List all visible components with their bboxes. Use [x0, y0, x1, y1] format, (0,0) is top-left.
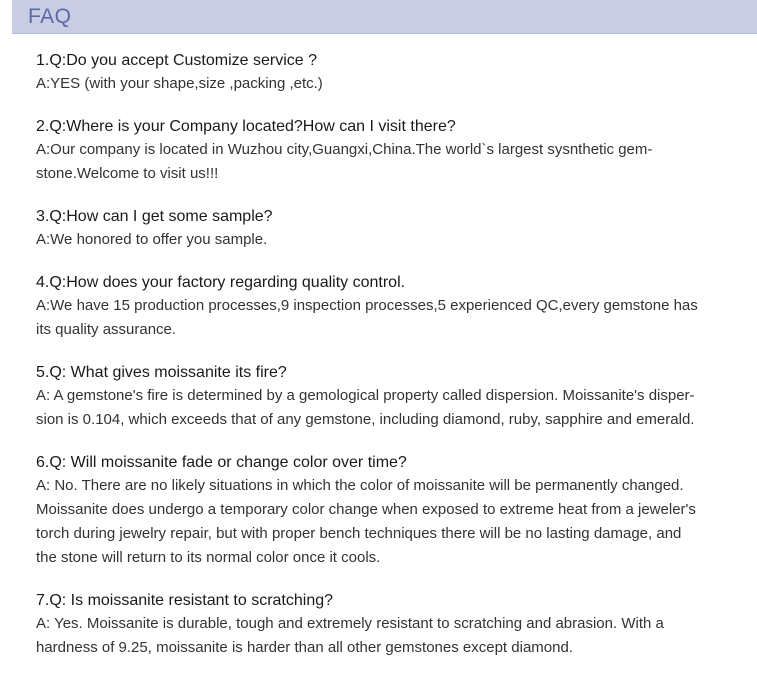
faq-question: 1.Q:Do you accept Customize service ?: [36, 52, 318, 69]
faq-answer-line: sion is 0.104, which exceeds that of any gemstone, including diamond, ruby, sapphire and emerald.: [36, 411, 695, 428]
faq-answer-line: Moissanite does undergo a temporary color change when exposed to extreme heat from a jeweler's: [36, 501, 696, 518]
faq-answer-line: A: No. There are no likely situations in which the color of moissanite will be permanently changed.: [36, 477, 684, 494]
faq-question: 3.Q:How can I get some sample?: [36, 208, 273, 225]
faq-answer: [36, 474, 748, 570]
faq-item: [36, 591, 748, 660]
faq-question: 7.Q: Is moissanite resistant to scratching?: [36, 592, 334, 609]
faq-answer: [36, 72, 748, 96]
faq-answer-line: A:We honored to offer you sample.: [36, 231, 268, 248]
faq-question: 6.Q: Will moissanite fade or change color over time?: [36, 454, 407, 471]
faq-item: [36, 453, 748, 570]
faq-question: 2.Q:Where is your Company located?How can I visit there?: [36, 118, 456, 135]
faq-answer: [36, 138, 748, 186]
faq-answer-line: its quality assurance.: [36, 321, 177, 338]
faq-answer: [36, 384, 748, 432]
faq-answer-line: A: Yes. Moissanite is durable, tough and extremely resistant to scratching and abrasion. With a: [36, 615, 664, 632]
faq-answer-line: A: A gemstone's fire is determined by a gemological property called dispersion. Moissanite's disper-: [36, 387, 695, 404]
faq-answer: [36, 294, 748, 342]
faq-header-bar: [12, 0, 757, 34]
faq-list: [36, 51, 748, 681]
faq-answer-line: hardness of 9.25, moissanite is harder than all other gemstones except diamond.: [36, 639, 573, 656]
faq-title: FAQ: [28, 5, 72, 28]
faq-question: 5.Q: What gives moissanite its fire?: [36, 364, 287, 381]
faq-answer-line: A:Our company is located in Wuzhou city,Guangxi,China.The world`s largest sysnthetic gem-: [36, 141, 653, 158]
faq-item: [36, 51, 748, 96]
faq-answer: [36, 612, 748, 660]
faq-item: [36, 363, 748, 432]
faq-answer-line: torch during jewelry repair, but with proper bench techniques there will be no lasting damage, and: [36, 525, 682, 542]
faq-question: 4.Q:How does your factory regarding quality control.: [36, 274, 406, 291]
faq-answer-line: A:We have 15 production processes,9 inspection processes,5 experienced QC,every gemstone has: [36, 297, 698, 314]
faq-answer: [36, 228, 748, 252]
faq-item: [36, 273, 748, 342]
faq-answer-line: stone.Welcome to visit us!!!: [36, 165, 219, 182]
faq-answer-line: A:YES (with your shape,size ,packing ,etc.): [36, 75, 323, 92]
faq-answer-line: the stone will return to its normal color once it cools.: [36, 549, 381, 566]
faq-item: [36, 207, 748, 252]
faq-item: [36, 117, 748, 186]
